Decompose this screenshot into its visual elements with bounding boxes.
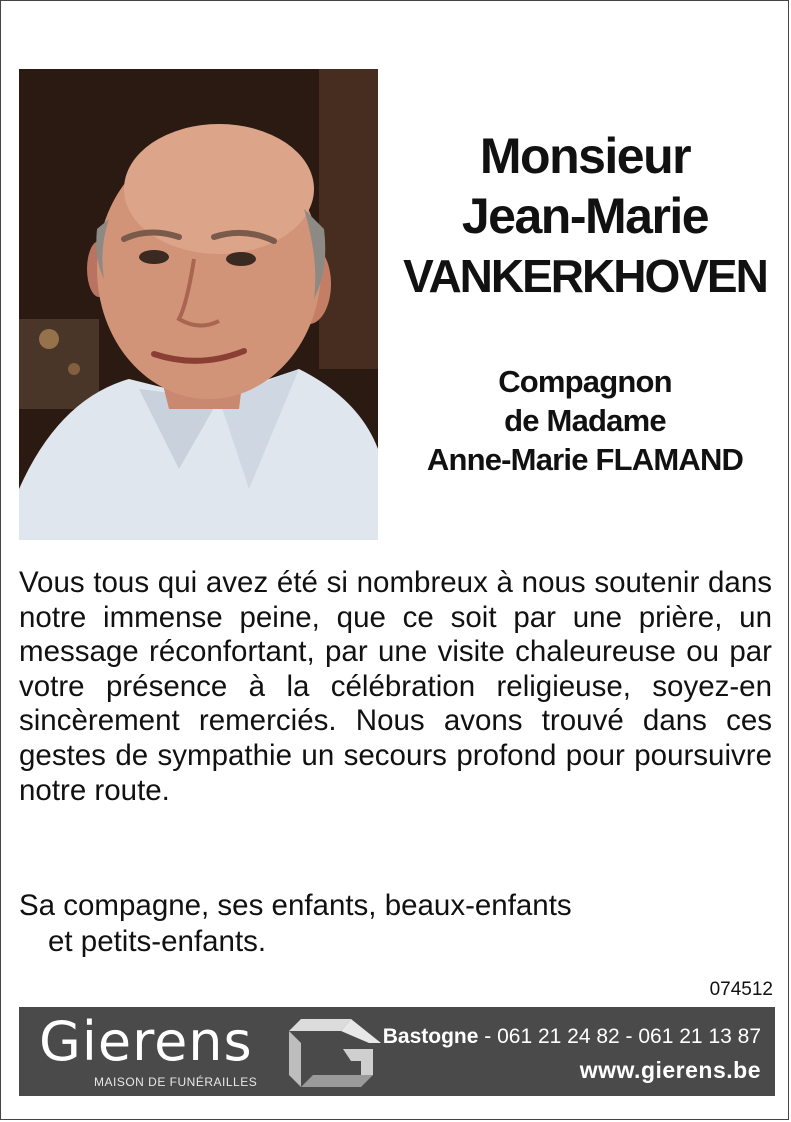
website-link[interactable]: www.gierens.be [579, 1057, 761, 1083]
subheading-line-2: de Madame [504, 403, 666, 438]
companion-subheading [398, 362, 772, 479]
heading-first-name: Jean-Marie [461, 188, 709, 244]
thank-you-message: Vous tous qui avez été si nombreux à nous soutenir dans notre immense peine, que ce soit par une prière, un message réconfortant, par une visite chaleureuse ou par votre présence à la célébration religieuse, soyez-en sincèrement remerciés. Nous avons trouvé dans ces gestes de sympathie un secours profond pour poursuivre notre route. [19, 566, 772, 807]
family-signature [19, 888, 719, 960]
subheading-line-3: Anne-Marie FLAMAND [426, 442, 744, 477]
portrait-photo [19, 69, 378, 540]
contact-phones: - 061 21 24 82 - 061 21 13 87 [478, 1025, 761, 1048]
brand-subtitle: MAISON DE FUNÉRAILLES [94, 1075, 258, 1089]
portrait-illustration [19, 69, 378, 540]
contact-line [383, 1025, 761, 1049]
signature-line-2: et petits-enfants. [48, 925, 267, 958]
signature-line-1: Sa compagne, ses enfants, beaux-enfants [19, 889, 572, 922]
deceased-name-heading [398, 126, 772, 306]
brand-logo-text: Gierens [39, 1010, 253, 1073]
reference-number: 074512 [709, 979, 773, 1000]
funeral-home-banner [19, 1007, 775, 1096]
contact-city: Bastogne [382, 1025, 479, 1048]
subheading-line-1: Compagnon [498, 364, 672, 399]
heading-last-name: VANKERKHOVEN [403, 250, 767, 302]
heading-title: Monsieur [479, 128, 691, 184]
